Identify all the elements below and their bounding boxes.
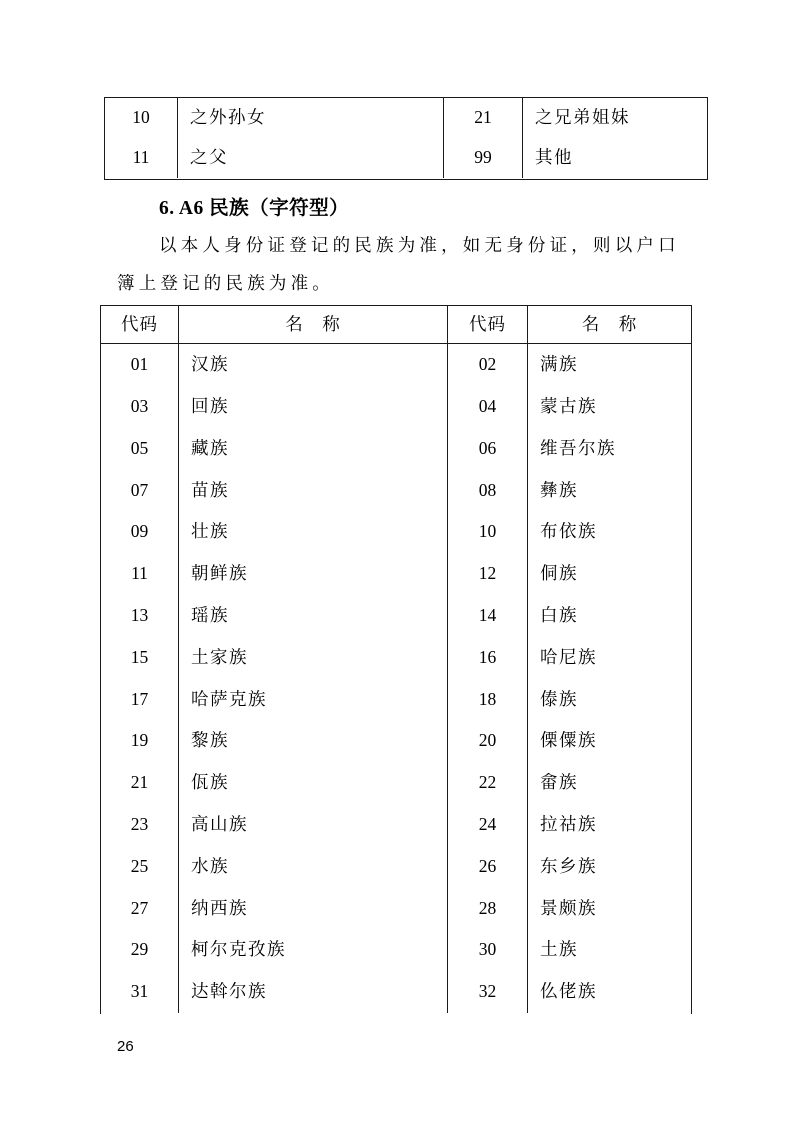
code-cell: 11 [105,138,178,178]
name-cell: 哈尼族 [540,646,597,667]
code-cell: 11 [101,553,179,595]
code-cell: 25 [101,846,179,888]
table-row [101,511,691,553]
name-cell: 纳西族 [179,887,448,929]
code-cell: 06 [448,428,528,470]
name-cell: 佤族 [179,762,448,804]
header-cell-name: 名 称 [581,313,638,334]
code-cell: 20 [448,720,528,762]
name-cell: 之外孙女 [178,98,444,138]
name-cell: 壮族 [179,511,448,553]
name-cell: 土家族 [179,637,448,679]
table-row [101,887,691,929]
table-row [101,344,691,386]
table-row [101,762,691,804]
code-cell: 29 [101,929,179,971]
paragraph-line: 簿上登记的民族为准。 [117,273,334,293]
table-row [101,720,691,762]
relationship-code-table-fragment [104,97,708,180]
code-cell: 10 [105,98,178,138]
name-cell: 畲族 [540,772,578,793]
table-row [101,678,691,720]
nation-code-table [100,305,692,1014]
name-cell: 侗族 [540,563,578,584]
code-cell: 09 [101,511,179,553]
code-cell: 99 [444,138,523,178]
nation-table-header-row [101,306,691,344]
name-cell: 回族 [179,386,448,428]
name-cell: 白族 [540,604,578,625]
code-cell: 32 [448,971,528,1013]
nation-table-body [101,344,691,1013]
table-row [101,846,691,888]
name-cell: 瑶族 [179,595,448,637]
code-cell: 21 [444,98,523,138]
code-cell: 02 [448,344,528,386]
table-row [101,971,691,1013]
name-cell: 拉祜族 [540,813,597,834]
section-heading: 6. A6 民族（字符型） [159,198,350,219]
header-cell-code: 代码 [101,306,179,343]
name-cell: 土族 [540,939,578,960]
code-cell: 03 [101,386,179,428]
code-cell: 21 [101,762,179,804]
code-cell: 16 [448,637,528,679]
name-cell: 景颇族 [540,897,597,918]
name-cell: 藏族 [179,428,448,470]
code-cell: 26 [448,846,528,888]
code-cell: 19 [101,720,179,762]
code-cell: 05 [101,428,179,470]
code-cell: 07 [101,469,179,511]
code-cell: 08 [448,469,528,511]
name-cell: 达斡尔族 [179,971,448,1013]
code-cell: 14 [448,595,528,637]
table-row [101,637,691,679]
name-cell: 苗族 [179,469,448,511]
code-cell: 10 [448,511,528,553]
code-cell: 28 [448,887,528,929]
name-cell: 仫佬族 [540,981,597,1002]
name-cell: 哈萨克族 [179,678,448,720]
code-cell: 13 [101,595,179,637]
table-row [101,386,691,428]
name-cell: 高山族 [179,804,448,846]
code-cell: 18 [448,678,528,720]
table-row [105,138,707,178]
name-cell: 之父 [178,138,444,178]
code-cell: 24 [448,804,528,846]
code-cell: 12 [448,553,528,595]
name-cell: 柯尔克孜族 [179,929,448,971]
name-cell: 汉族 [179,344,448,386]
code-cell: 31 [101,971,179,1013]
code-cell: 23 [101,804,179,846]
name-cell: 彝族 [540,479,578,500]
code-cell: 17 [101,678,179,720]
name-cell: 布依族 [540,521,597,542]
name-cell: 黎族 [179,720,448,762]
code-cell: 04 [448,386,528,428]
code-cell: 27 [101,887,179,929]
name-cell: 之兄弟姐妹 [535,107,630,128]
table-row [101,804,691,846]
header-cell-code: 代码 [448,306,528,343]
table-row [101,469,691,511]
name-cell: 维吾尔族 [540,437,616,458]
table-row [101,428,691,470]
code-cell: 30 [448,929,528,971]
page-number: 26 [117,1038,134,1055]
name-cell: 水族 [179,846,448,888]
name-cell: 满族 [540,354,578,375]
table-row [105,98,707,138]
code-cell: 01 [101,344,179,386]
paragraph-line: 以本人身份证登记的民族为准，如无身份证，则以户口 [159,235,680,255]
code-cell: 15 [101,637,179,679]
code-cell: 22 [448,762,528,804]
table-row [101,553,691,595]
name-cell: 蒙古族 [540,395,597,416]
header-cell-name: 名 称 [179,306,448,343]
name-cell: 傣族 [540,688,578,709]
table-row [101,929,691,971]
name-cell: 其他 [535,147,573,168]
name-cell: 东乡族 [540,855,597,876]
table-row [101,595,691,637]
name-cell: 傈僳族 [540,730,597,751]
name-cell: 朝鲜族 [179,553,448,595]
